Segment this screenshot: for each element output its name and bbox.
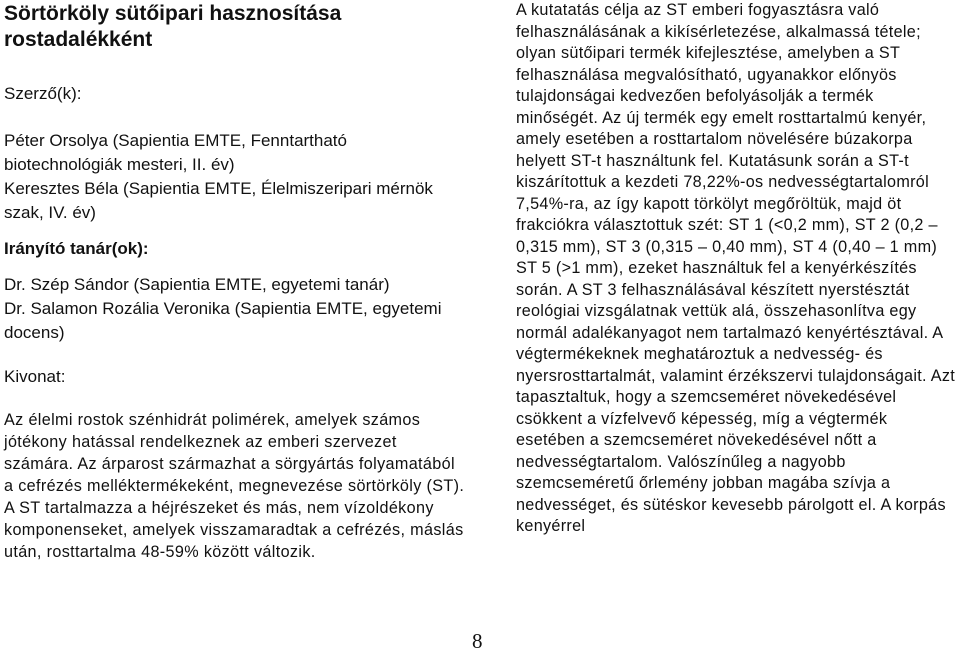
page-number: 8 xyxy=(472,629,483,653)
supervisors-heading: Irányító tanár(ok): xyxy=(4,239,149,258)
right-column xyxy=(516,0,956,538)
author-list xyxy=(4,129,466,225)
abstract-text-right: A kutatatás célja az ST emberi fogyasztásra való felhasználásának a kikísérletezése, alkalmassá tétele; olyan sütőipari termék kifejlesztése, amelyben a ST felhasználása megvalósítható, ugyanakkor előnyös tulajdonságai kedvezően befolyásolják a termék minőségét. Az új termék egy emelt rosttartalmú kenyér, amely esetében a rosttartalom növelésére búzakorpa helyett ST-t használtunk fel. Kutatásunk során a ST-t kiszárítottuk a kezdeti 78,22%-os nedvességtartalomról 7,54%-ra, az így kapott törkölyt megőröltük, majd öt frakciókra választottuk szét: ST 1 (<0,2 mm), ST 2 (0,2 – 0,315 mm), ST 3 (0,315 – 0,40 mm), ST 4 (0,40 – 1 mm) ST 5 (>1 mm), ezeket használtuk fel a kenyérkészítés során. A ST 3 felhasználásával készített nyerstésztát reológiai vizsgálatnak vettük alá, összehasonlítva egy normál adalékanyagot nem tartalmazó kenyértésztával. A végtermékeknek meghatároztuk a nedvesség- és nyersrosttartalmát, valamint érzékszervi tulajdonságait. Azt tapasztaltuk, hogy a szemcseméret növekedésével csökkent a vízfelvevő képesség, míg a végtermék esetében a szemcseméret növekedésével nőtt a nedvességtartalom. Valószínűleg a nagyobb szemcseméretű őrlemény jobban magába szívja a nedvességet, és sütéskor kevesebb párolgott el. A korpás kenyérrel xyxy=(516,1,956,535)
abstract-text-left: Az élelmi rostok szénhidrát polimérek, amelyek számos jótékony hatással rendelkeznek az emberi szervezet számára. Az árparost származhat a sörgyártás folyamatából a cefrézés melléktermékeként, megnevezése sörtörköly (ST). A ST tartalmazza a héjrészeket és más, nem vízoldékony komponenseket, amelyek visszamaradtak a cefrézés, máslás után, rosttartalma 48-59% között változik. xyxy=(4,411,465,561)
left-column xyxy=(4,0,466,563)
supervisor-list xyxy=(4,273,466,345)
author-1: Péter Orsolya (Sapientia EMTE, Fenntartható biotechnológiák mesteri, II. év) xyxy=(4,131,347,174)
supervisor-1: Dr. Szép Sándor (Sapientia EMTE, egyetemi tanár) xyxy=(4,275,390,294)
authors-heading: Szerző(k): xyxy=(4,84,82,103)
author-2: Keresztes Béla (Sapientia EMTE, Élelmiszeripari mérnök szak, IV. év) xyxy=(4,179,433,222)
abstract-heading: Kivonat: xyxy=(4,367,66,386)
supervisor-2: Dr. Salamon Rozália Veronika (Sapientia EMTE, egyetemi docens) xyxy=(4,299,442,342)
paper-title: Sörtörköly sütőipari hasznosítása rostadalékként xyxy=(4,2,342,51)
